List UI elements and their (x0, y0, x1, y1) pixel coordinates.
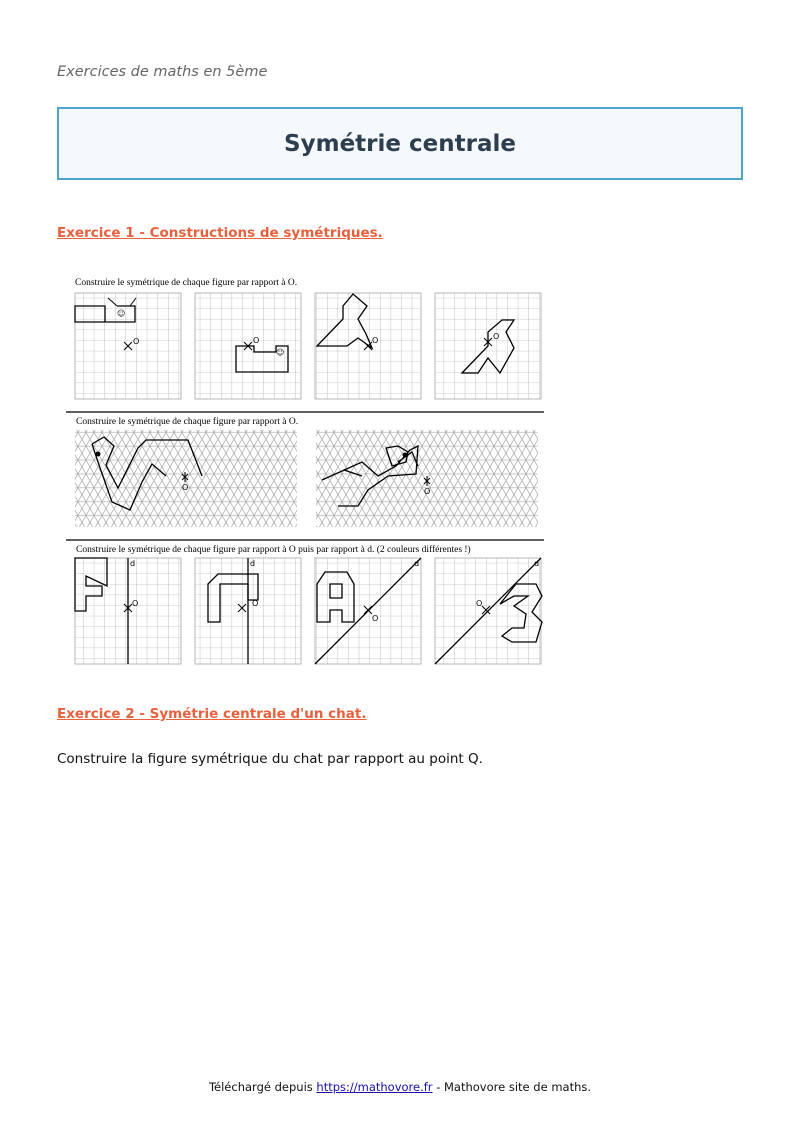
point-o-label: O (493, 332, 500, 341)
grid-1c (315, 293, 421, 399)
line-d-label: d (534, 559, 540, 568)
line-d-label: d (414, 559, 420, 568)
instruction-1: Construire le symétrique de chaque figure par rapport à O. (75, 278, 298, 288)
title-box (57, 107, 743, 180)
page-subtitle: Exercices de maths en 5ème (57, 64, 268, 80)
grid-3a (75, 558, 181, 664)
point-o-label: O (424, 487, 431, 496)
grid-1b (195, 293, 301, 399)
point-o-label: O (182, 483, 189, 492)
svg-text:☺: ☺ (276, 348, 285, 357)
svg-text:☺: ☺ (117, 309, 126, 318)
exercise-2-text: Construire la figure symétrique du chat par rapport au point Q. (57, 751, 483, 767)
footer-prefix: Téléchargé depuis (208, 1080, 317, 1094)
point-o-label: O (253, 336, 260, 345)
grid-3c (315, 558, 421, 664)
grid-3d (435, 558, 542, 664)
point-o-label: O (133, 337, 140, 346)
instruction-2: Construire le symétrique de chaque figure par rapport à O. (76, 417, 299, 427)
footer-link[interactable]: https://mathovore.fr (316, 1080, 433, 1094)
point-o-label: O (372, 614, 379, 623)
footer (0, 1080, 800, 1094)
exercise-1-figure (62, 266, 548, 670)
grid-1a (75, 293, 181, 399)
point-o-label: O (132, 599, 139, 608)
grid-3b (195, 558, 301, 664)
triangle-grid-2a (75, 430, 297, 527)
page-title: Symétrie centrale (284, 130, 516, 157)
exercise-1-title: Exercice 1 - Constructions de symétriques. (57, 225, 383, 241)
line-d-label: d (130, 559, 136, 568)
point-o-label: O (252, 599, 259, 608)
line-d-label: d (250, 559, 256, 568)
grid-1d (435, 293, 541, 399)
point-o-label: O (476, 599, 483, 608)
triangle-grid-2b (316, 430, 538, 527)
point-o-label: O (372, 336, 379, 345)
exercise-2-title: Exercice 2 - Symétrie centrale d'un chat. (57, 706, 367, 722)
footer-suffix: - Mathovore site de maths. (432, 1080, 592, 1094)
instruction-3: Construire le symétrique de chaque figure par rapport à O puis par rapport à d. (2 couleurs différentes !) (76, 545, 471, 555)
